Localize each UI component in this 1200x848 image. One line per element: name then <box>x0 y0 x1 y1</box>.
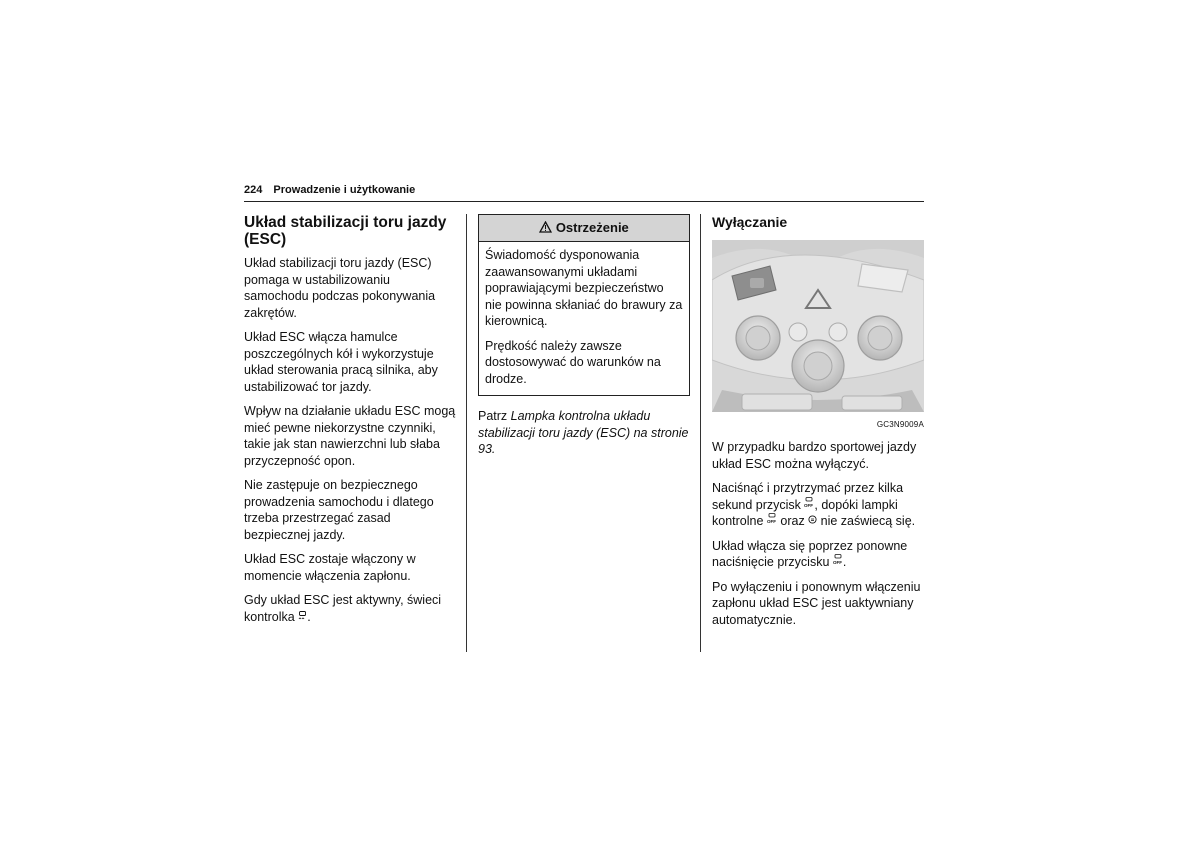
warning-title <box>479 215 689 242</box>
warning-paragraph: Świadomość dysponowania zaawansowanymi układami poprawiającymi bezpieczeństwo nie powinna skłaniać do brawury za kierownicą. <box>485 248 683 328</box>
paragraph-text: Gdy układ ESC jest aktywny, świeci kontrolka <box>244 593 442 624</box>
warning-box <box>478 214 690 396</box>
paragraph-text: oraz <box>776 514 809 528</box>
column-divider <box>466 214 467 652</box>
column-3 <box>712 214 924 636</box>
warning-paragraph: Prędkość należy zawsze dostosowywać do warunków na drodze. <box>485 338 661 386</box>
svg-text:OFF: OFF <box>832 560 842 565</box>
cross-reference-link[interactable]: Lampka kontrolna układu stabilizacji toru jazdy (ESC) na stronie 93 <box>478 409 689 456</box>
warning-triangle-icon <box>539 220 556 235</box>
paragraph: Nie zastępuje on bezpiecznego prowadzenia samochodu i dlatego trzeba przestrzegać zasad bezpiecznej jazdy. <box>244 478 434 542</box>
tcs-off-light-icon <box>808 515 817 526</box>
esc-warning-light-icon <box>298 611 307 622</box>
esc-off-button-icon <box>833 554 843 568</box>
paragraph-text: , dopóki lampki kontrolne <box>712 497 898 528</box>
paragraph: Układ stabilizacji toru jazdy (ESC) pomaga w ustabilizowaniu samochodu podczas pokonywania zakrętów. <box>244 256 436 320</box>
cross-reference-prefix: Patrz <box>478 409 511 423</box>
paragraph: Układ ESC włącza hamulce poszczególnych kół i wykorzystuje układ sterowania pracą silnika, aby ustabilizować tor jazdy. <box>244 330 438 394</box>
figure-caption: GC3N9009A <box>876 420 924 429</box>
paragraph <box>712 538 924 571</box>
paragraph: Po wyłączeniu i ponownym włączeniu zapłonu układ ESC jest uaktywniany automatycznie. <box>712 579 921 627</box>
paragraph-end: . <box>307 609 311 624</box>
svg-text:OFF: OFF <box>804 502 814 508</box>
section-heading: Wyłączanie <box>712 214 788 230</box>
paragraph-text: Układ włącza się poprzez ponowne naciśnięcie przycisku <box>712 538 908 569</box>
running-header <box>244 184 924 202</box>
column-divider <box>700 214 701 652</box>
warning-title-text: Ostrzeżenie <box>555 220 629 235</box>
cross-reference <box>478 408 690 458</box>
cross-reference-end: . <box>491 442 496 456</box>
paragraph: W przypadku bardzo sportowej jazdy układ ESC można wyłączyć. <box>712 440 917 471</box>
section-heading: Układ stabilizacji toru jazdy (ESC) <box>244 214 447 248</box>
paragraph <box>712 480 924 530</box>
paragraph-text: Naciśnąć i przytrzymać przez kilka sekund przycisk <box>712 481 904 512</box>
dashboard-photo <box>712 240 924 412</box>
section-title: Prowadzenie i użytkowanie <box>273 184 416 196</box>
svg-text:OFF: OFF <box>766 519 776 524</box>
esc-off-light-icon <box>767 513 777 527</box>
column-2 <box>478 214 690 466</box>
paragraph-text: . <box>842 555 847 569</box>
paragraph: Układ ESC zostaje włączony w momencie włączenia zapłonu. <box>244 552 416 583</box>
column-1 <box>244 214 456 633</box>
page-number: 224 <box>244 184 263 196</box>
paragraph: Wpływ na działanie układu ESC mogą mieć pewne niekorzystne czynniki, takie jak stan nawierzchni lub słaba przyczepność opon. <box>244 404 456 468</box>
esc-off-button-icon <box>804 497 814 511</box>
paragraph-text: nie zaświecą się. <box>817 514 916 528</box>
paragraph <box>244 592 456 625</box>
